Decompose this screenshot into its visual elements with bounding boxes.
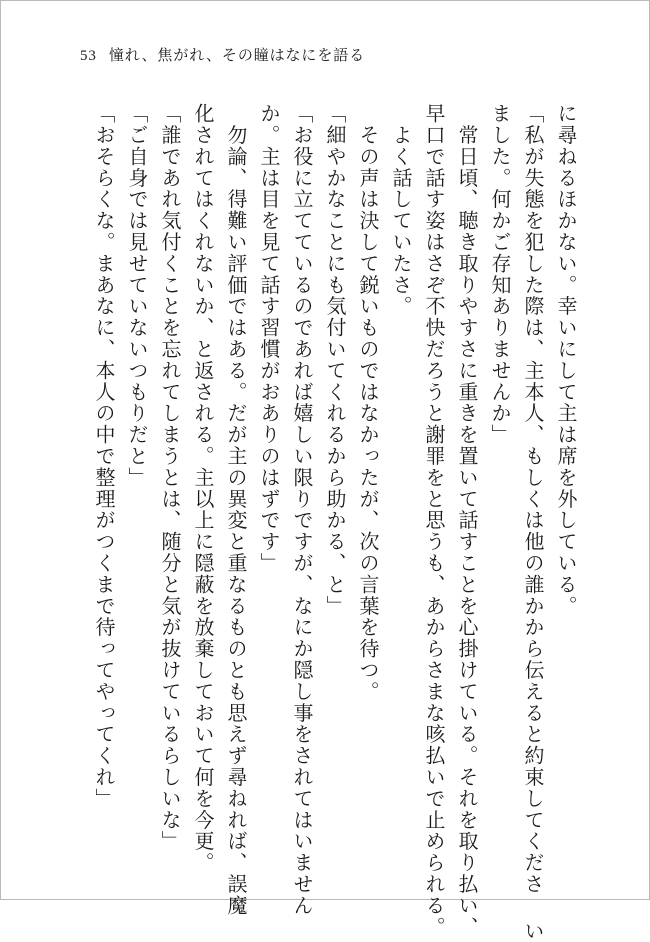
text-line: 「私が失態を犯した際は、主本人、もしくは他の誰かから伝えると約束してくださ い — [521, 103, 545, 942]
chapter-title: 憧れ、焦がれ、その瞳はなにを語る — [108, 46, 366, 64]
text-line: 化されてはくれないか、と返される。主以上に隠蔽を放棄しておいて何を今更。 — [191, 103, 215, 874]
text-line: 「ご自身では見せていないつもりだと」 — [125, 103, 149, 489]
text-line: 常日頃、聴き取りやすさに重きを置いて話すことを心掛けている。それを取り払い、 — [455, 103, 479, 938]
text-line: に尋ねるほかない。幸いにして主は席を外している。 — [554, 103, 578, 617]
text-line: その声は決して鋭いものではなかったが、次の言葉を待つ。 — [356, 103, 380, 703]
text-line: よく話していたさ。 — [389, 103, 413, 317]
text-line: 「おそらくな。まあなに、本人の中で整理がつくまで待ってやってくれ」 — [92, 103, 116, 810]
text-line: 早口で話す姿はさぞ不快だろうと謝罪をと思うも、あからさまな咳払いで止められる。 — [422, 103, 446, 938]
text-line: 「お役に立てているのであれば嬉しい限りですが、なにか隠し事をされてはいません — [290, 103, 314, 917]
vertical-body-text — [82, 103, 582, 942]
text-line: か。主は目を見て話す習慣がおありのはずです」 — [257, 103, 281, 574]
text-line: 「誰であれ気付くことを忘れてしまうとは、随分と気が抜けているらしいな」 — [158, 103, 182, 852]
page-number: 53 — [80, 48, 97, 64]
text-line: 勿論、得難い評価ではある。だが主の異変と重なるものとも思えず尋ねれば、誤魔 — [224, 103, 248, 917]
text-line: ました。何かご存知ありませんか」 — [488, 103, 512, 446]
running-header — [80, 44, 365, 65]
text-line: 「細やかなことにも気付いてくれるから助かる、と」 — [323, 103, 347, 617]
